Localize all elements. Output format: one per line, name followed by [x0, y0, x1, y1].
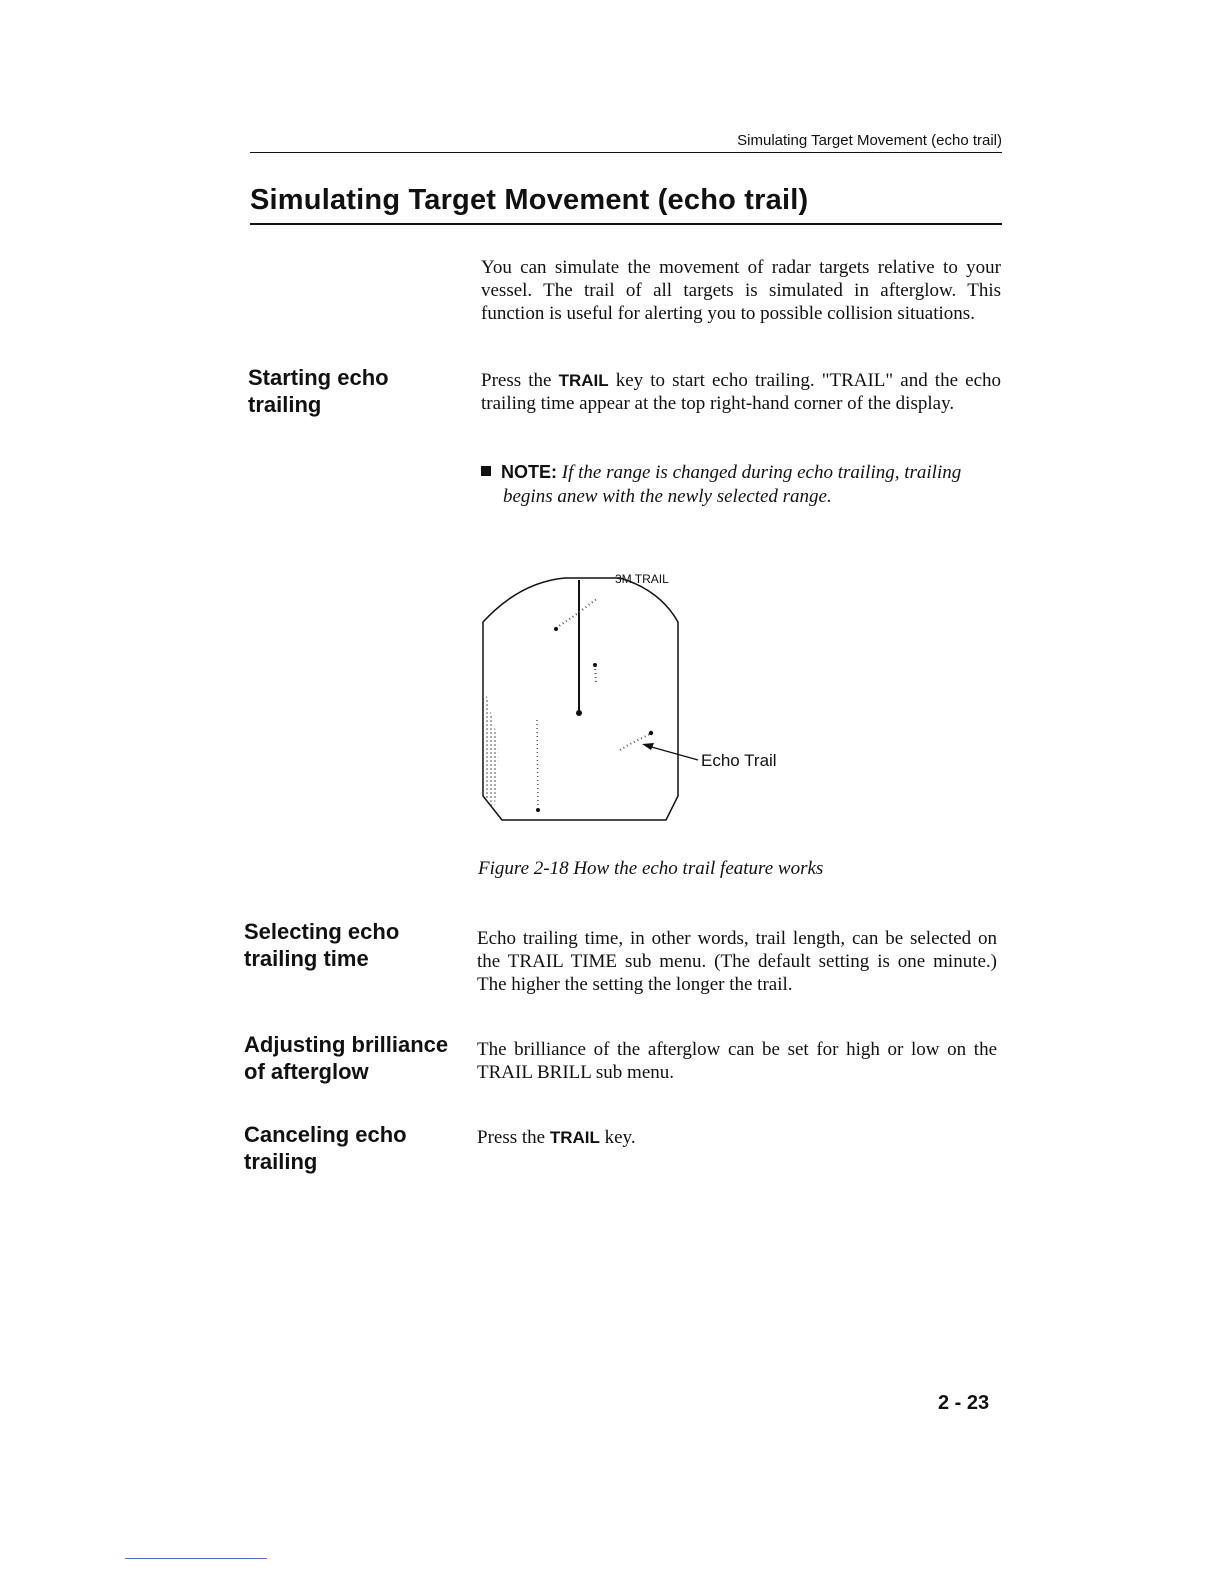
heading-starting-echo-trailing: [248, 364, 389, 418]
heading-canceling-echo-trailing: [244, 1121, 407, 1175]
heading-line: Starting echo: [248, 365, 389, 390]
footer-rule: [125, 1558, 267, 1559]
bullet-icon: [481, 466, 491, 476]
adjusting-paragraph: The brilliance of the afterglow can be set for high or low on the TRAIL BRILL sub menu.: [477, 1039, 997, 1083]
text: Press the: [477, 1127, 550, 1148]
note-label: NOTE:: [501, 462, 557, 482]
land-echo-shading: [483, 680, 499, 810]
radar-display-illustration: [470, 560, 800, 840]
note: [481, 460, 1001, 509]
heading-adjusting-brilliance: [244, 1031, 448, 1085]
text: Press the: [481, 370, 559, 391]
heading-line: trailing: [244, 1149, 318, 1174]
trail-key-label: TRAIL: [558, 371, 609, 390]
echo-trail-dots: [620, 734, 650, 750]
target-echo: [593, 663, 597, 667]
echo-trail-dots: [595, 665, 596, 685]
target-echo: [536, 808, 540, 812]
heading-line: Selecting echo: [244, 919, 400, 944]
target-echo: [554, 627, 558, 631]
page-number: 2 - 23: [938, 1392, 990, 1414]
echo-trail-dots: [537, 720, 538, 808]
intro-paragraph: You can simulate the movement of radar targets relative to your vessel. The trail of all targets is simulated in afterglow. This function is useful for alerting you to possible collision situations.: [481, 257, 1001, 324]
page-title: Simulating Target Movement (echo trail): [250, 184, 1002, 225]
note-text-continued: begins anew with the newly selected range.: [503, 486, 832, 507]
note-text: If the range is changed during echo trailing, trailing: [561, 462, 962, 483]
echo-trail-figure: [470, 560, 800, 840]
heading-line: Adjusting brilliance: [244, 1032, 449, 1057]
callout-arrowhead-icon: [642, 743, 654, 750]
heading-line: of afterglow: [244, 1059, 369, 1084]
running-head: Simulating Target Movement (echo trail): [250, 132, 1002, 153]
heading-line: trailing time: [244, 946, 369, 971]
radar-screen-outline: [483, 578, 678, 820]
starting-paragraph: [481, 369, 1001, 415]
own-ship-marker: [576, 710, 582, 716]
heading-line: Canceling echo: [244, 1122, 407, 1147]
trail-key-label: TRAIL: [549, 1128, 600, 1147]
target-echo: [649, 731, 653, 735]
heading-line: trailing: [248, 392, 322, 417]
figure-caption: Figure 2-18 How the echo trail feature works: [478, 858, 824, 879]
callout-leader-line: [648, 746, 698, 760]
display-range-label: 3M TRAIL: [615, 572, 669, 586]
echo-trail-dots: [556, 598, 598, 628]
echo-trail-callout: Echo Trail: [701, 751, 777, 770]
text: key to start echo trailing. "TRAIL" and the echo trailing time appear at the top right-hand corner of the display.: [481, 370, 1002, 414]
heading-selecting-trailing-time: [244, 918, 399, 972]
text: key.: [599, 1127, 636, 1148]
selecting-paragraph: Echo trailing time, in other words, trail length, can be selected on the TRAIL TIME sub menu. (The default setting is one minute.) The higher the setting the longer the trail.: [477, 928, 997, 995]
canceling-paragraph: [477, 1126, 997, 1149]
